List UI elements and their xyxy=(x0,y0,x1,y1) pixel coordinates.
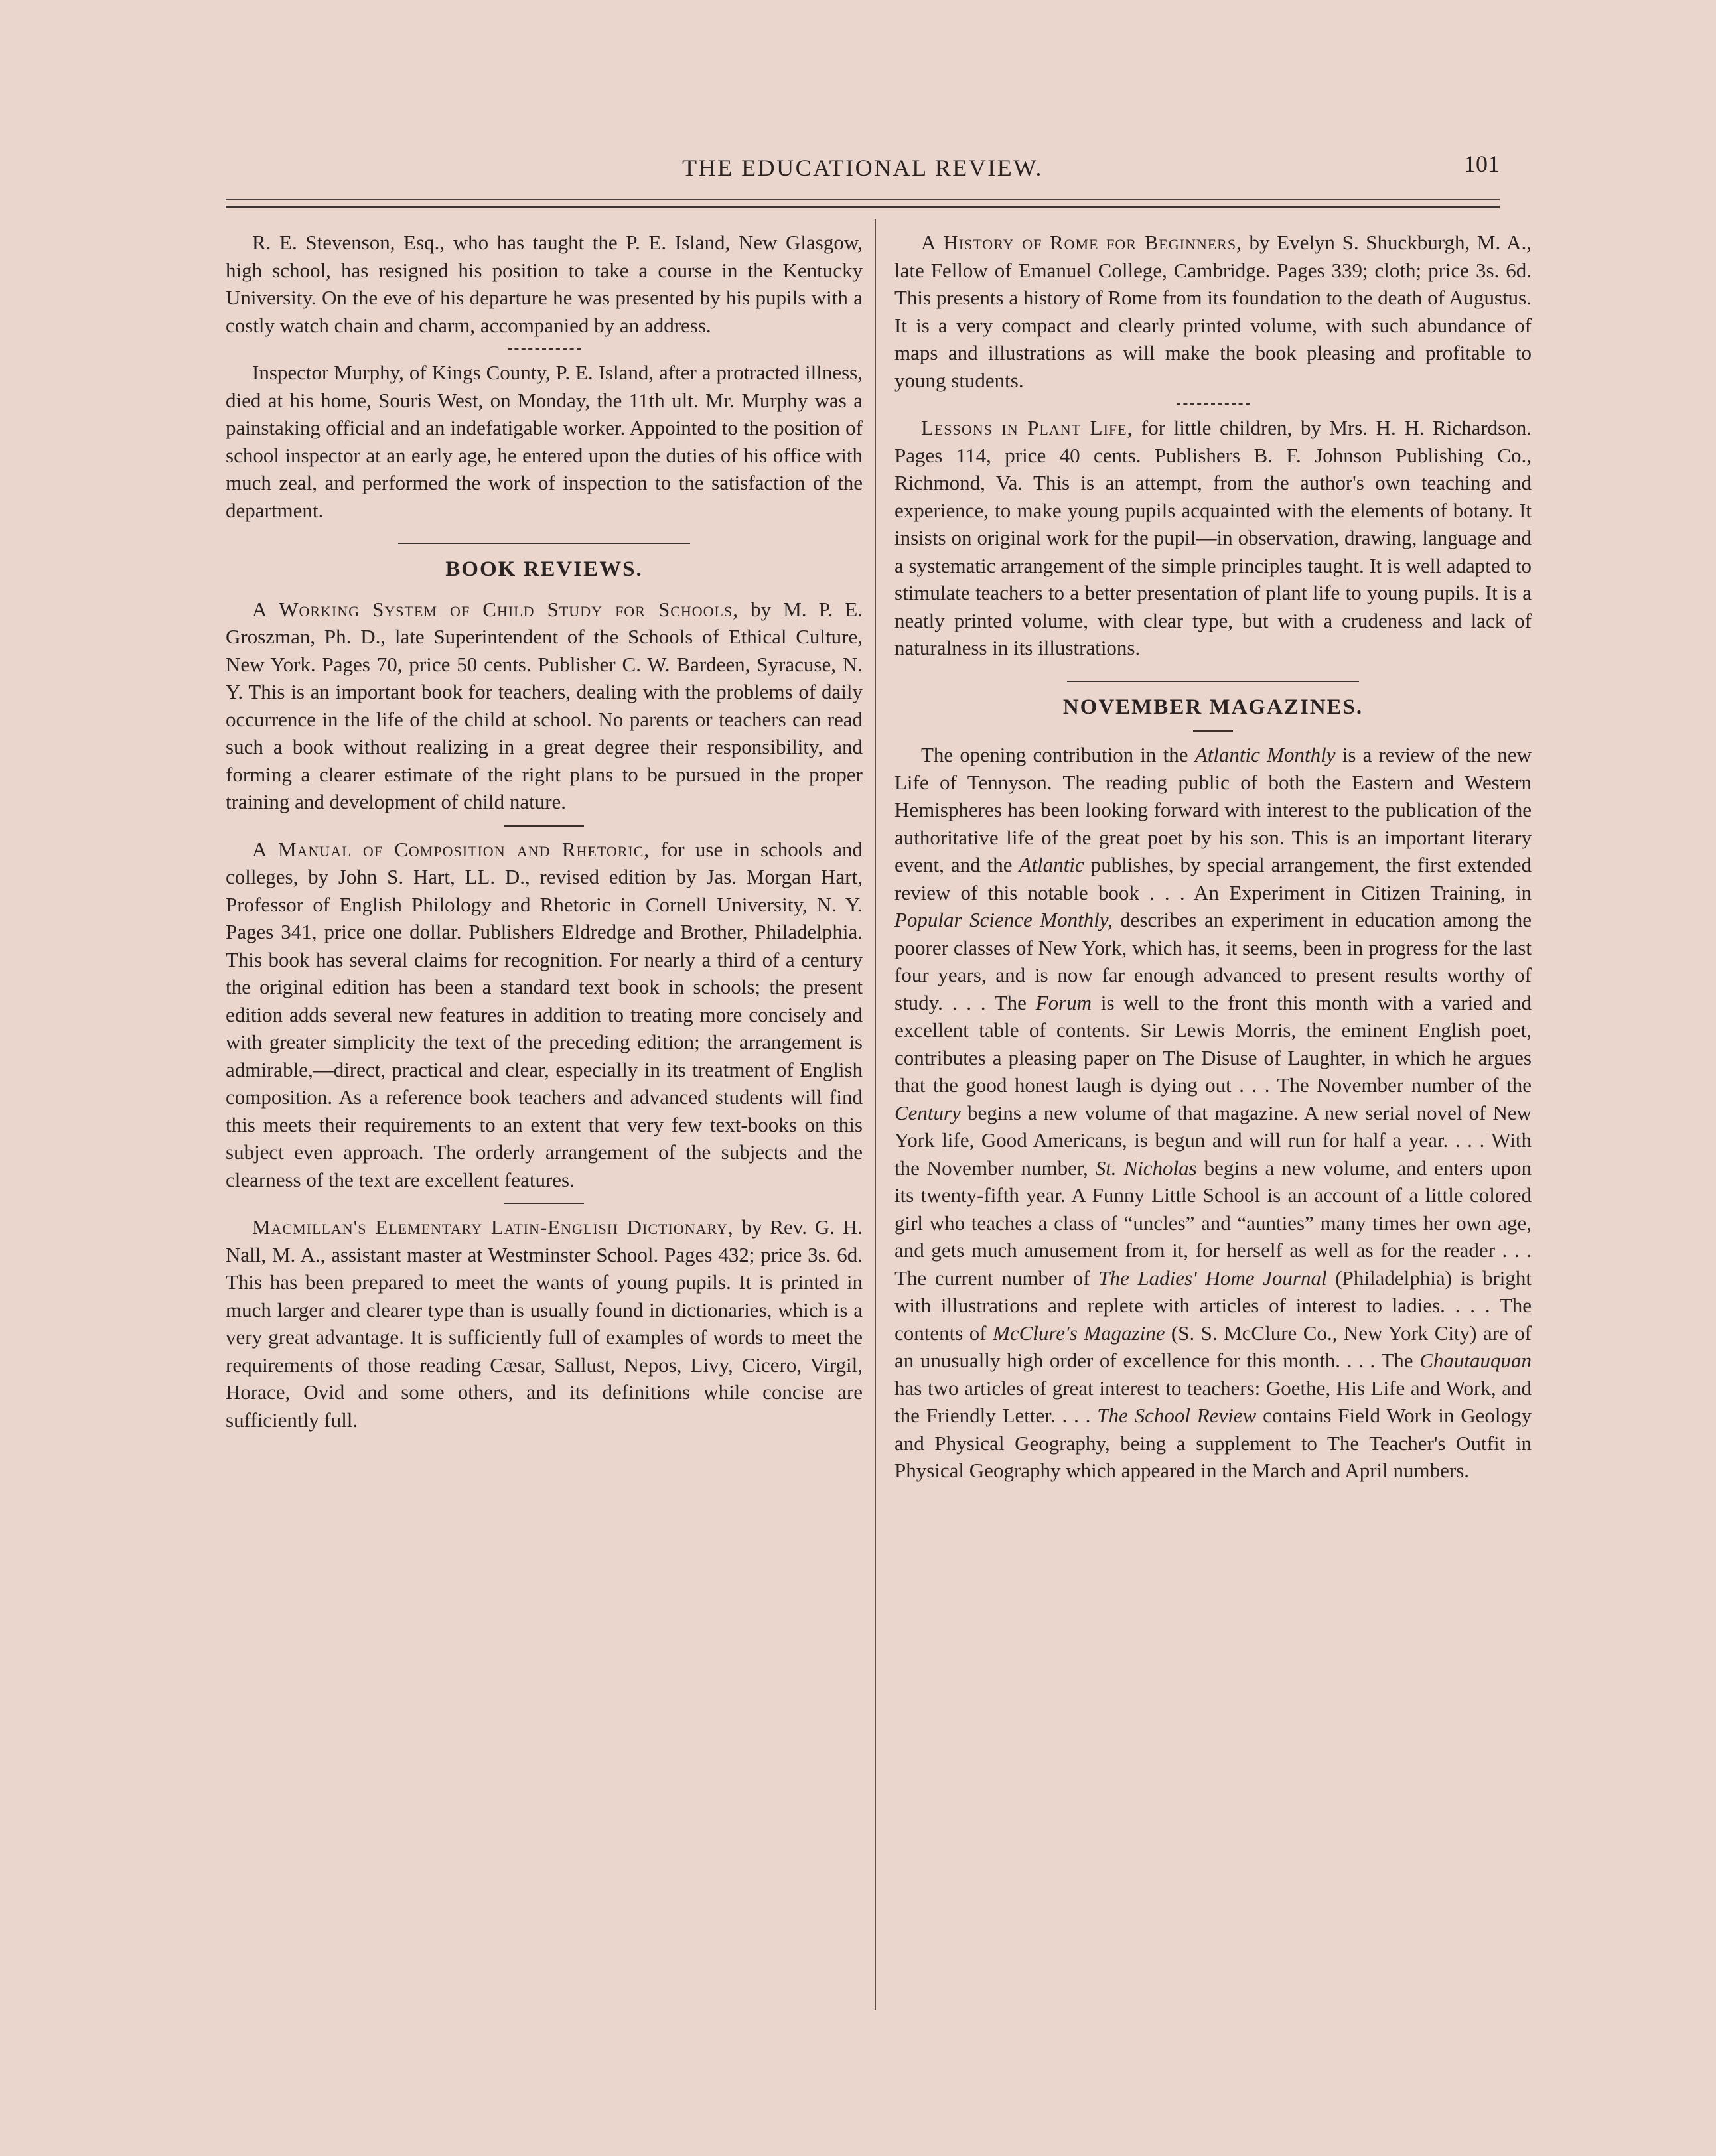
magazine-title: Popular Science Monthly, xyxy=(894,908,1113,931)
review-child-study xyxy=(226,596,863,816)
review-body: for little children, by Mrs. H. H. Richardson. Pages 114, price 40 cents. Publishers B. F. Johnson Publishing Co., Richmond, Va. This is an attempt, from the author's own teaching and experience, to make young pupils acquainted with the elements of botany. It insists on original work for the pupil—in observation, drawing, language and a systematic arrangement of the simple principles taught. It is well adapted to stimulate teachers to a better presentation of plant life to young pupils. It is a neatly printed volume, with clear type, but with a crudeness and lack of naturalness in its illustrations. xyxy=(894,416,1532,659)
running-header xyxy=(226,150,1500,190)
journal-title: THE EDUCATIONAL REVIEW. xyxy=(682,155,1043,181)
section-rule xyxy=(1067,681,1359,682)
paragraph-magazines xyxy=(894,741,1532,1485)
magazine-text: has two articles of great interest to teachers: Goethe, His Life and Work, and the Friendly Letter. . . . xyxy=(894,1376,1532,1427)
separator xyxy=(504,825,584,827)
magazine-text: contains Field Work in Geology and Physical Geography, being a supplement to The Teacher's Outfit in Physical Geography which appeared in the March and April numbers. xyxy=(894,1404,1532,1482)
magazine-text: (S. S. McClure Co., New York City) are of an unusually high order of excellence for this month. . . . The xyxy=(894,1321,1532,1372)
separator xyxy=(508,348,581,350)
magazine-title: The School Review xyxy=(1097,1404,1257,1427)
magazine-title: Atlantic Monthly xyxy=(1194,743,1336,766)
header-rule-top xyxy=(226,199,1500,200)
magazine-text: describes an experiment in education among the poorer classes of New York, which has, it seems, been in progress for the last four years, and is now far enough advanced to present results worthy of study. . . . The xyxy=(894,908,1532,1014)
paragraph-stevenson: R. E. Stevenson, Esq., who has taught the P. E. Island, New Glasgow, high school, has resigned his position to take a course in the Kentucky University. On the eve of his departure he was presented by his pupils with a costly watch chain and charm, accompanied by an address. xyxy=(226,231,863,337)
review-body: by Rev. G. H. Nall, M. A., assistant master at Westminster School. Pages 432; price 3s. 6d. This has been prepared to meet the wants of young pupils. It is printed in much larger and clearer type than is usually found in dictionaries, which is a very great advantage. It is sufficiently full of examples of words to meet the requirements of those reading Cæsar, Sallust, Nepos, Livy, Cicero, Virgil, Horace, Ovid and some others, and its definitions while concise are sufficiently full. xyxy=(226,1215,863,1432)
magazine-title: Century xyxy=(894,1101,961,1124)
magazine-title: Forum xyxy=(1035,990,1092,1014)
review-body: by Evelyn S. Shuckburgh, M. A., late Fellow of Emanuel College, Cambridge. Pages 339; cloth; price 3s. 6d. This presents a history of Rome from its foundation to the death of Augustus. It is a very compact and clearly printed volume, with such abundance of maps and illustrations as will make the book pleasing and profitable to young students. xyxy=(894,231,1532,392)
review-title: A History of Rome for Beginners, xyxy=(921,231,1242,254)
magazine-title: McClure's Magazine xyxy=(993,1321,1165,1345)
magazine-text: is well to the front this month with a varied and excellent table of contents. Sir Lewis Morris, the eminent English poet, contributes a pleasing paper on The Disuse of Laughter, in which he argues that the good honest laugh is dying out . . . The November number of the xyxy=(894,990,1532,1097)
november-magazines-heading: NOVEMBER MAGAZINES. xyxy=(1062,695,1364,719)
magazine-title: St. Nicholas xyxy=(1095,1156,1197,1179)
magazine-title: Chautauquan xyxy=(1419,1349,1532,1372)
right-column xyxy=(894,229,1532,1485)
review-body: by M. P. E. Groszman, Ph. D., late Superintendent of the Schools of Ethical Culture, New York. Pages 70, price 50 cents. Publisher C. W. Bardeen, Syracuse, N. Y. This is an important book for teachers, dealing with the problems of daily occurrence in the life of the child at school. No parents or teachers can read such a book without realizing in a great degree their responsibility, and forming a clearer estimate of the right plans to be pursued in the proper training and development of child nature. xyxy=(226,597,863,813)
magazine-text: publishes, by special arrangement, the first extended review of this notable book . . . An Experiment in Citizen Training, in xyxy=(894,853,1532,904)
paragraph-murphy: Inspector Murphy, of Kings County, P. E. Island, after a protracted illness, died at his home, Souris West, on Monday, the 11th ult. Mr. Murphy was a painstaking official and an indefatigable worker. Appointed to the position of school inspector at an early age, he entered upon the duties of his office with much zeal, and performed the work of inspection to the satisfaction of the department. xyxy=(226,361,863,522)
magazine-text: is a review of the new Life of Tennyson. The reading public of both the Eastern and Western Hemispheres has been looking forward with interest to the publication of the authoritative life of the great poet by his son. This is an important literary event, and the xyxy=(894,743,1532,876)
book-reviews-heading: BOOK REVIEWS. xyxy=(445,557,643,581)
separator xyxy=(1177,403,1250,405)
magazine-text: (Philadelphia) is bright with illustrations and replete with articles of interest to ladies. . . . The contents of xyxy=(894,1266,1532,1345)
separator xyxy=(504,1203,584,1204)
section-rule xyxy=(398,543,690,544)
review-title: Macmillan's Elementary Latin-English Dictionary, xyxy=(252,1215,734,1239)
review-title: Lessons in Plant Life, xyxy=(921,416,1133,439)
review-latin-dictionary xyxy=(226,1213,863,1434)
review-rome xyxy=(894,229,1532,394)
header-rule-bottom xyxy=(226,206,1500,208)
page-number: 101 xyxy=(1464,151,1500,177)
separator xyxy=(1193,730,1233,732)
magazine-text: The opening contribution in the xyxy=(921,743,1195,766)
magazine-text: begins a new volume, and enters upon its twenty-fifth year. A Funny Little School is an account of a little colored girl who teaches a class of “uncles” and “aunties” many times her own age, and gets much amusement from it, for herself as well as for the reader . . . The current number of xyxy=(894,1156,1532,1290)
review-title: A Manual of Composition and Rhetoric, xyxy=(252,837,650,861)
left-column xyxy=(226,229,863,1434)
magazine-text: begins a new volume of that magazine. A new serial novel of New York life, Good Americans, is begun and will run for half a year. . . . With the November number, xyxy=(894,1101,1532,1179)
review-title: A Working System of Child Study for Schools, xyxy=(252,597,739,621)
column-divider xyxy=(875,219,876,2010)
review-body: for use in schools and colleges, by John S. Hart, LL. D., revised edition by Jas. Morgan Hart, Professor of English Philology and Rhetoric in Cornell University, N. Y. Pages 341, price one dollar. Publishers Eldredge and Brother, Philadelphia. This book has several claims for recognition. For nearly a third of a century the original edition has been a standard text book in schools; the present edition adds several new features in addition to treating more concisely and with greater simplicity the text of the preceding edition; the arrangement is admirable,—direct, practical and clear, especially in its treatment of English composition. As a reference book teachers and advanced students will find this meets their requirements to an extent that very few text-books on this subject even approach. The orderly arrangement of the subjects and the clearness of the text are excellent features. xyxy=(226,837,863,1191)
magazine-title: Atlantic xyxy=(1019,853,1084,876)
review-composition xyxy=(226,836,863,1194)
review-plant-life xyxy=(894,414,1532,662)
magazine-title: The Ladies' Home Journal xyxy=(1098,1266,1327,1290)
